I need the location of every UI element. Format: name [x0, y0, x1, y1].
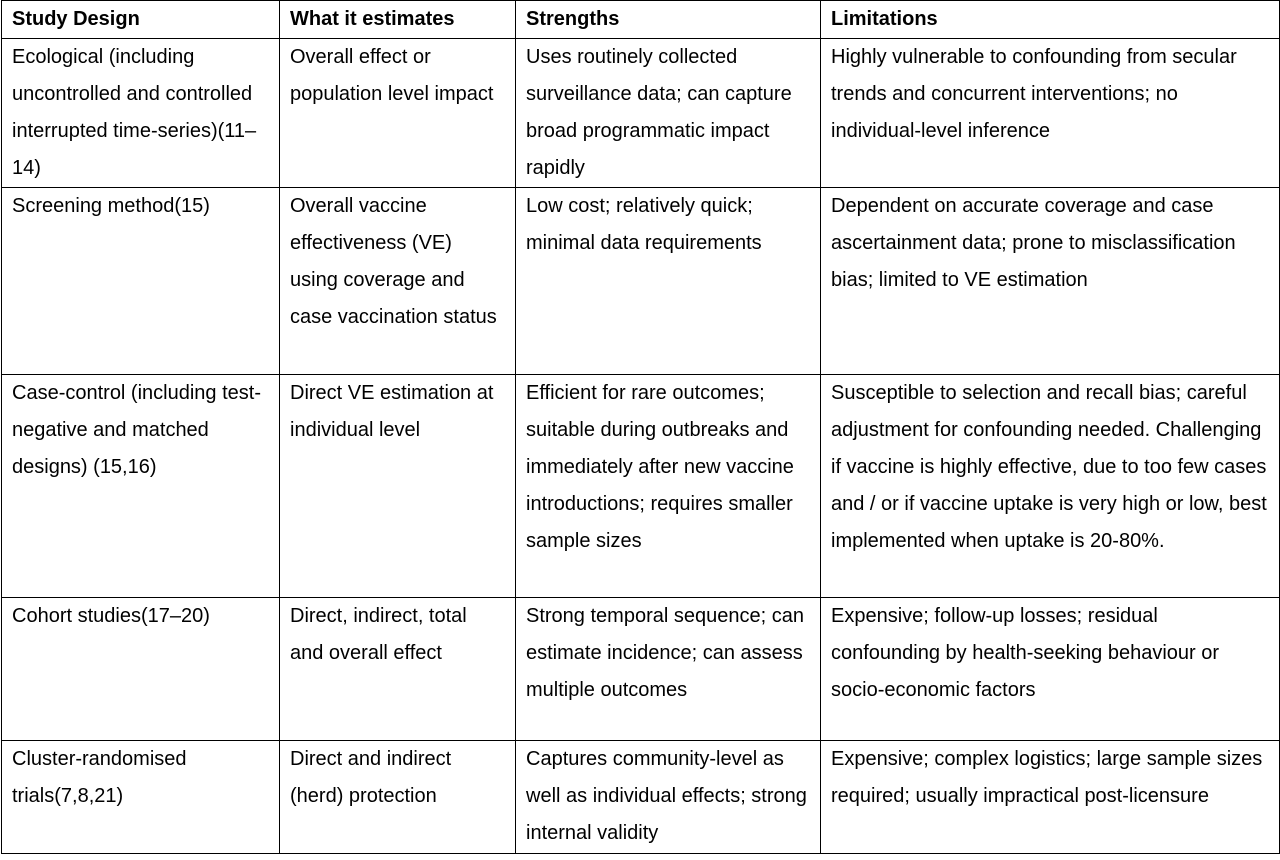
cell-limitations: Highly vulnerable to confounding from secular trends and concurrent interventions; no individual-level inference	[821, 39, 1280, 188]
cell-limitations: Dependent on accurate coverage and case ascertainment data; prone to misclassification bias; limited to VE estimation	[821, 188, 1280, 375]
table-row	[2, 741, 1280, 854]
cell-study-design: Cluster-randomised trials(7,8,21)	[2, 741, 280, 854]
cell-what-it-estimates: Direct VE estimation at individual level	[280, 375, 516, 598]
table-row	[2, 39, 1280, 188]
table-row	[2, 375, 1280, 598]
table-row	[2, 598, 1280, 741]
cell-study-design: Ecological (including uncontrolled and controlled interrupted time-series)(11–14)	[2, 39, 280, 188]
cell-what-it-estimates: Overall vaccine effectiveness (VE) using coverage and case vaccination status	[280, 188, 516, 375]
cell-strengths: Uses routinely collected surveillance data; can capture broad programmatic impact rapidly	[516, 39, 821, 188]
header-what-it-estimates: What it estimates	[280, 1, 516, 39]
study-design-table	[1, 0, 1280, 854]
cell-what-it-estimates: Overall effect or population level impact	[280, 39, 516, 188]
cell-limitations: Susceptible to selection and recall bias; careful adjustment for confounding needed. Challenging if vaccine is highly effective, due to too few cases and / or if vaccine uptake is very high or low, best implemented when uptake is 20-80%.	[821, 375, 1280, 598]
cell-strengths: Captures community-level as well as individual effects; strong internal validity	[516, 741, 821, 854]
cell-study-design: Case-control (including test-negative and matched designs) (15,16)	[2, 375, 280, 598]
cell-strengths: Strong temporal sequence; can estimate incidence; can assess multiple outcomes	[516, 598, 821, 741]
cell-limitations: Expensive; follow-up losses; residual confounding by health-seeking behaviour or socio-economic factors	[821, 598, 1280, 741]
cell-limitations: Expensive; complex logistics; large sample sizes required; usually impractical post-licensure	[821, 741, 1280, 854]
cell-study-design: Cohort studies(17–20)	[2, 598, 280, 741]
cell-what-it-estimates: Direct and indirect (herd) protection	[280, 741, 516, 854]
header-limitations: Limitations	[821, 1, 1280, 39]
header-row	[2, 1, 1280, 39]
cell-strengths: Low cost; relatively quick; minimal data requirements	[516, 188, 821, 375]
header-study-design: Study Design	[2, 1, 280, 39]
cell-what-it-estimates: Direct, indirect, total and overall effect	[280, 598, 516, 741]
cell-strengths: Efficient for rare outcomes; suitable during outbreaks and immediately after new vaccine introductions; requires smaller sample sizes	[516, 375, 821, 598]
cell-study-design: Screening method(15)	[2, 188, 280, 375]
header-strengths: Strengths	[516, 1, 821, 39]
table-row	[2, 188, 1280, 375]
